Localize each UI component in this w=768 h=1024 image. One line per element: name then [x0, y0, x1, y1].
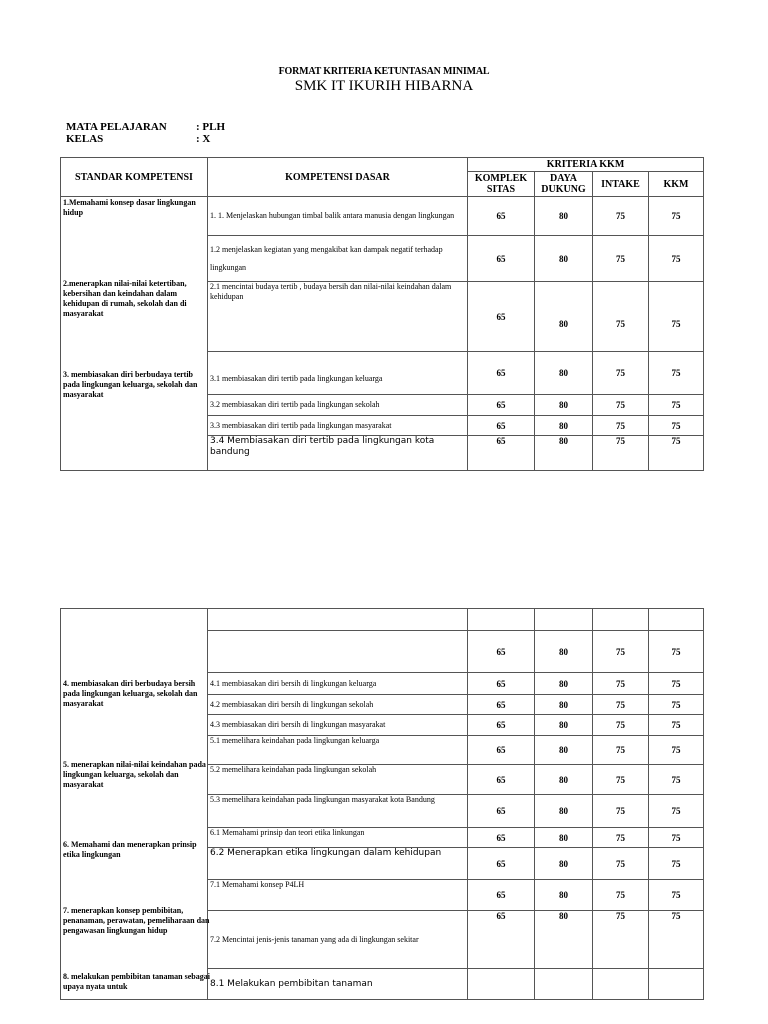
header-intake: INTAKE: [593, 172, 649, 197]
komplek-value: 65: [468, 395, 535, 416]
daya-value: 80: [535, 695, 593, 715]
komplek-value: 65: [468, 631, 535, 673]
daya-value: 80: [535, 282, 593, 352]
kkm-value: 75: [649, 765, 704, 795]
header-kriteria: KRITERIA KKM: [468, 158, 704, 172]
kkm-value: 75: [649, 673, 704, 695]
empty-cell: [593, 609, 649, 631]
subject-line: [66, 121, 225, 133]
intake-value: 75: [593, 673, 649, 695]
sk-cell: [61, 609, 208, 1000]
intake-value: 75: [593, 395, 649, 416]
empty-cell: [649, 969, 704, 1000]
intake-value: 75: [593, 352, 649, 395]
class-label: KELAS: [66, 133, 104, 145]
daya-value: 80: [535, 880, 593, 911]
komplek-value: 65: [468, 197, 535, 236]
daya-value: 80: [535, 236, 593, 282]
class-line: [66, 133, 210, 145]
daya-value: 80: [535, 911, 593, 969]
komplek-value: 65: [468, 436, 535, 471]
kkm-value: 75: [649, 695, 704, 715]
kkm-value: 75: [649, 436, 704, 471]
kd-cell: 2.1 mencintai budaya tertib , budaya bersih dan nilai-nilai keindahan dalam kehidupan: [208, 282, 468, 352]
sk-2-label: 2.menerapkan nilai-nilai ketertiban, kebersihan dan keindahan dalam kehidupan di rumah, sekolah dan di masyarakat: [63, 279, 187, 318]
sk-cell: [61, 197, 208, 471]
subject-value: : PLH: [196, 121, 226, 133]
intake-value: 75: [593, 848, 649, 880]
empty-cell: [468, 969, 535, 1000]
kd-cell: 8.1 Melakukan pembibitan tanaman: [208, 969, 468, 1000]
intake-value: 75: [593, 695, 649, 715]
kd-cell: 5.3 memelihara keindahan pada lingkungan masyarakat kota Bandung: [208, 795, 468, 828]
kd-cell: [208, 631, 468, 673]
kkm-value: 75: [649, 282, 704, 352]
sk-3-label: 3. membiasakan diri berbudaya tertib pada lingkungan keluarga, sekolah dan masyarakat: [63, 370, 198, 399]
class-value: : X: [196, 133, 211, 145]
intake-value: 75: [593, 236, 649, 282]
komplek-value: 65: [468, 416, 535, 436]
kkm-value: 75: [649, 880, 704, 911]
komplek-value: 65: [468, 848, 535, 880]
kd-cell: 5.2 memelihara keindahan pada lingkungan sekolah: [208, 765, 468, 795]
header-daya: DAYA DUKUNG: [535, 172, 593, 197]
daya-value: 80: [535, 416, 593, 436]
kd-cell: 1.2 menjelaskan kegiatan yang mengakibat kan dampak negatif terhadap lingkungan: [208, 236, 468, 282]
komplek-value: 65: [468, 236, 535, 282]
daya-value: 80: [535, 436, 593, 471]
komplek-value: 65: [468, 828, 535, 848]
empty-cell: [535, 609, 593, 631]
daya-value: 80: [535, 828, 593, 848]
intake-value: 75: [593, 765, 649, 795]
kd-cell: 3.1 membiasakan diri tertib pada lingkungan keluarga: [208, 352, 468, 395]
komplek-value: 65: [468, 352, 535, 395]
kkm-value: 75: [649, 197, 704, 236]
kkm-value: 75: [649, 352, 704, 395]
intake-value: 75: [593, 631, 649, 673]
header-komplek: KOMPLEK SITAS: [468, 172, 535, 197]
empty-cell: [535, 969, 593, 1000]
kkm-value: 75: [649, 631, 704, 673]
kkm-value: 75: [649, 736, 704, 765]
empty-cell: [593, 969, 649, 1000]
empty-cell: [468, 609, 535, 631]
kkm-value: 75: [649, 848, 704, 880]
daya-value: 80: [535, 795, 593, 828]
kkm-value: 75: [649, 715, 704, 736]
empty-cell: [649, 609, 704, 631]
komplek-value: 65: [468, 795, 535, 828]
sk-1-label: 1.Memahami konsep dasar lingkungan hidup: [63, 198, 196, 217]
kd-cell: 6.2 Menerapkan etika lingkungan dalam kehidupan: [208, 848, 468, 880]
header-standar: STANDAR KOMPETENSI: [61, 158, 208, 197]
kd-cell: 4.2 membiasakan diri bersih di lingkungan sekolah: [208, 695, 468, 715]
kkm-value: 75: [649, 828, 704, 848]
kd-cell: 5.1 memelihara keindahan pada lingkungan keluarga: [208, 736, 468, 765]
daya-value: 80: [535, 395, 593, 416]
daya-value: 80: [535, 197, 593, 236]
daya-value: 80: [535, 352, 593, 395]
daya-value: 80: [535, 848, 593, 880]
komplek-value: 65: [468, 880, 535, 911]
kd-cell: 3.3 membiasakan diri tertib pada lingkungan masyarakat: [208, 416, 468, 436]
sk-6-label: 6. Memahami dan menerapkan prinsip etika lingkungan: [63, 840, 197, 859]
intake-value: 75: [593, 880, 649, 911]
daya-value: 80: [535, 715, 593, 736]
kd-cell: 1. 1. Menjelaskan hubungan timbal balik antara manusia dengan lingkungan: [208, 197, 468, 236]
kd-cell: 7.2 Mencintai jenis-jenis tanaman yang ada di lingkungan sekitar: [208, 911, 468, 969]
empty-cell: [208, 609, 468, 631]
kkm-table-2: [60, 608, 704, 1000]
intake-value: 75: [593, 715, 649, 736]
intake-value: 75: [593, 197, 649, 236]
intake-value: 75: [593, 911, 649, 969]
komplek-value: 65: [468, 695, 535, 715]
intake-value: 75: [593, 795, 649, 828]
subject-label: MATA PELAJARAN: [66, 121, 167, 133]
komplek-value: 65: [468, 282, 535, 352]
daya-value: 80: [535, 765, 593, 795]
kd-cell: 4.3 membiasakan diri bersih di lingkungan masyarakat: [208, 715, 468, 736]
intake-value: 75: [593, 828, 649, 848]
sk-4-label: 4. membiasakan diri berbudaya bersih pada lingkungan keluarga, sekolah dan masyarakat: [63, 679, 198, 708]
school-name: SMK IT IKURIH HIBARNA: [294, 78, 474, 94]
header-kkm: KKM: [649, 172, 704, 197]
daya-value: 80: [535, 736, 593, 765]
intake-value: 75: [593, 282, 649, 352]
kkm-value: 75: [649, 395, 704, 416]
format-title: FORMAT KRITERIA KETUNTASAN MINIMAL: [278, 66, 490, 77]
kd-cell: 6.1 Memahami prinsip dan teori etika linkungan: [208, 828, 468, 848]
intake-value: 75: [593, 416, 649, 436]
sk-5-label: 5. menerapkan nilai-nilai keindahan pada lingkungan keluarga, sekolah dan masyarakat: [63, 760, 206, 789]
kd-cell: 3.2 membiasakan diri tertib pada lingkungan sekolah: [208, 395, 468, 416]
komplek-value: 65: [468, 765, 535, 795]
sk-7-label: 7. menerapkan konsep pembibitan, penanaman, perawatan, pemeliharaan dan pengawasan lingkungan hidup: [63, 906, 210, 935]
daya-value: 80: [535, 631, 593, 673]
kkm-value: 75: [649, 236, 704, 282]
komplek-value: 65: [468, 673, 535, 695]
kd-cell: 4.1 membiasakan diri bersih di lingkungan keluarga: [208, 673, 468, 695]
daya-value: 80: [535, 673, 593, 695]
intake-value: 75: [593, 436, 649, 471]
kd-cell: 7.1 Memahami konsep P4LH: [208, 880, 468, 911]
komplek-value: 65: [468, 736, 535, 765]
kkm-value: 75: [649, 416, 704, 436]
kd-cell: 3.4 Membiasakan diri tertib pada lingkungan kota bandung: [208, 436, 468, 471]
intake-value: 75: [593, 736, 649, 765]
komplek-value: 65: [468, 715, 535, 736]
komplek-value: 65: [468, 911, 535, 969]
kkm-value: 75: [649, 795, 704, 828]
kkm-value: 75: [649, 911, 704, 969]
header-kompetensi: KOMPETENSI DASAR: [208, 158, 468, 197]
sk-8-label: 8. melakukan pembibitan tanaman sebagai upaya nyata untuk: [63, 972, 210, 991]
